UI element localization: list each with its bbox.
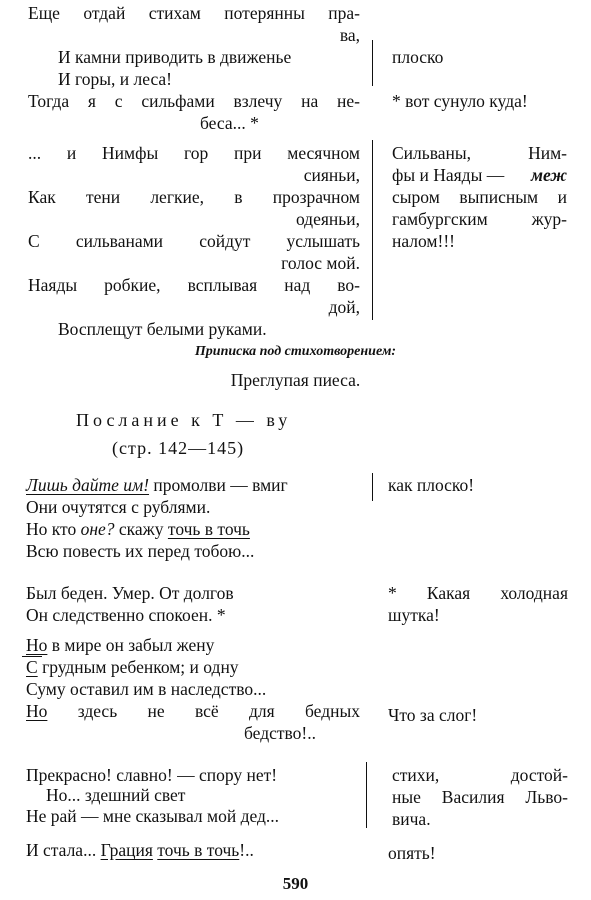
margin-note: налом!!! xyxy=(392,231,455,251)
verse-line: Они очутятся с рублями. xyxy=(26,497,211,517)
verse-line: Как тени легкие, в прозрачном xyxy=(28,187,360,207)
verse-line: Он следственно спокоен. * xyxy=(26,605,226,625)
verse-line: Не рай — мне сказывал мой дед... xyxy=(26,806,280,826)
page-number: 590 xyxy=(282,874,309,893)
margin-bar xyxy=(372,40,373,86)
verse-line: Но... здешний свет xyxy=(46,785,186,805)
verse-line: Еще отдай стихам потерянны пра- xyxy=(28,3,360,23)
verse-line xyxy=(26,701,360,721)
margin-note: ные Василия Льво- xyxy=(392,787,568,807)
verse-line: С сильванами сойдут услышать xyxy=(28,231,360,251)
margin-bar xyxy=(372,140,373,320)
verse-text: !.. xyxy=(239,840,254,860)
poem-title: Послание к Т — ву xyxy=(76,410,292,430)
verse-line: Прекрасно! славно! — спору нет! xyxy=(26,765,278,785)
verse-text: промолви — вмиг xyxy=(149,475,288,495)
verse-line: дой, xyxy=(328,297,360,317)
margin-note: * Какая холодная xyxy=(388,583,568,603)
margin-note: шутка! xyxy=(388,605,440,625)
margin-bar xyxy=(366,762,367,828)
verse-underlined: С xyxy=(26,657,38,677)
verse-line: Всю повесть их перед тобою... xyxy=(26,541,255,561)
margin-note: как плоско! xyxy=(388,475,475,495)
verse-underlined: точь в точь xyxy=(167,519,250,539)
postscript-label: Приписка под стихотворением: xyxy=(194,344,397,359)
margin-note: опять! xyxy=(388,843,436,863)
margin-note: гамбургским жур- xyxy=(392,209,567,229)
margin-note: стихи, достой- xyxy=(392,765,568,785)
verse-line: Восплещут белыми руками. xyxy=(58,319,267,339)
postscript-text: Преглупая пиеса. xyxy=(230,370,361,390)
verse-line: И камни приводить в движенье xyxy=(58,47,292,67)
verse-line: бедство!.. xyxy=(244,723,316,743)
verse-underlined: Но xyxy=(26,635,48,655)
verse-italic: Лишь дайте им! xyxy=(26,475,150,495)
margin-note-text: фы и Наяды — xyxy=(392,165,505,185)
verse-text: скажу xyxy=(114,519,168,539)
verse-line: беса... * xyxy=(200,113,259,133)
verse-line: Наяды робкие, всплывая над во- xyxy=(28,275,360,295)
verse-italic: оне? xyxy=(80,519,115,539)
verse-line: сияньи, xyxy=(303,165,360,185)
verse-line xyxy=(26,635,214,655)
margin-note-italic: меж xyxy=(531,165,567,185)
verse-line: И горы, и леса! xyxy=(58,69,173,89)
verse-underlined: точь в точь xyxy=(157,840,240,860)
margin-note: плоско xyxy=(392,47,444,67)
verse-line: Был беден. Умер. От долгов xyxy=(26,583,234,603)
verse-line xyxy=(26,840,254,860)
verse-line: голос мой. xyxy=(281,253,360,273)
verse-line xyxy=(26,519,250,539)
verse-text: грудным ребенком; и одну xyxy=(37,657,239,677)
verse-underlined: Грация xyxy=(100,840,153,860)
verse-text: Но кто xyxy=(26,519,81,539)
margin-note: Сильваны, Ним- xyxy=(392,143,567,163)
verse-line: Тогда я с сильфами взлечу на не- xyxy=(28,91,360,111)
verse-text: И стала... xyxy=(26,840,101,860)
margin-bar xyxy=(372,473,373,501)
poem-pages: (стр. 142—145) xyxy=(112,438,245,458)
verse-line: Суму оставил им в наследство... xyxy=(26,679,267,699)
verse-line: одеяньи, xyxy=(295,209,360,229)
margin-note: вича. xyxy=(392,809,431,829)
margin-note: * вот сунуло куда! xyxy=(392,91,528,111)
verse-line xyxy=(26,475,288,495)
verse-text: здесь не всё для бедных xyxy=(47,701,360,721)
verse-line: ва, xyxy=(339,25,360,45)
margin-note: Что за слог! xyxy=(388,705,478,725)
margin-note: сыром выписным и xyxy=(392,187,567,207)
verse-text: в мире он забыл жену xyxy=(47,635,215,655)
margin-note xyxy=(392,165,567,185)
verse-line: ... и Нимфы гор при месячном xyxy=(28,143,360,163)
verse-underlined: Но xyxy=(26,701,48,721)
verse-line xyxy=(26,657,239,677)
